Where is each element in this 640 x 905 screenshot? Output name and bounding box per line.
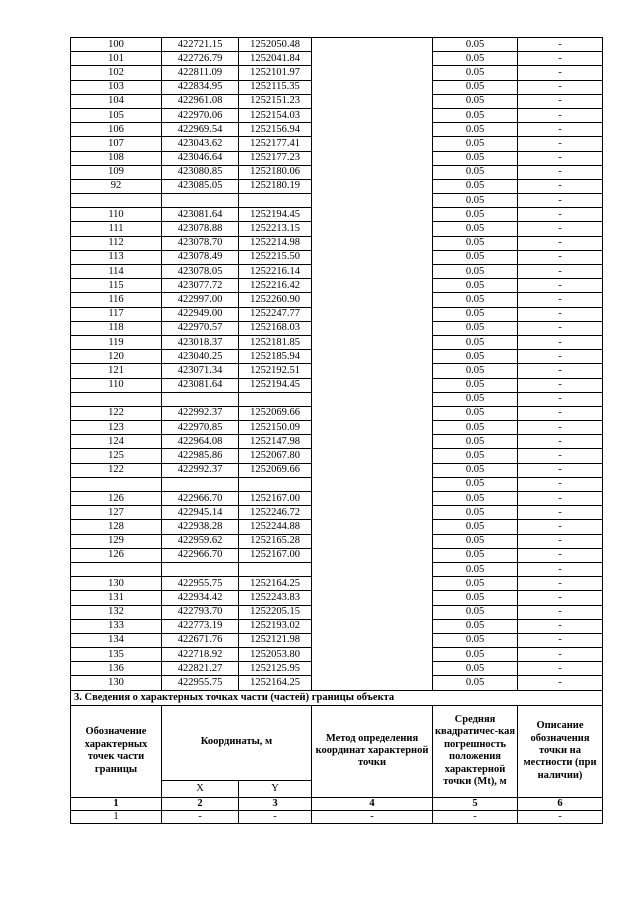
description-cell: -: [518, 52, 603, 66]
description-cell: -: [518, 648, 603, 662]
x-coordinate-cell: 422949.00: [162, 307, 239, 321]
y-coordinate-cell: 1252101.97: [239, 66, 312, 80]
description-cell: -: [518, 38, 603, 52]
description-cell: -: [518, 123, 603, 137]
description-cell: -: [518, 619, 603, 633]
x-coordinate-cell: 423046.64: [162, 151, 239, 165]
point-number-cell: 120: [71, 350, 162, 364]
point-number-cell: 101: [71, 52, 162, 66]
section-3-title: 3. Сведения о характерных точках части (частей) границы объекта: [71, 690, 603, 705]
point-number-cell: 107: [71, 137, 162, 151]
x-coordinate-cell: 423077.72: [162, 279, 239, 293]
accuracy-cell: 0.05: [433, 250, 518, 264]
accuracy-cell: 0.05: [433, 662, 518, 676]
y-coordinate-cell: 1252125.95: [239, 662, 312, 676]
accuracy-cell: 0.05: [433, 477, 518, 491]
x-coordinate-cell: 423071.34: [162, 364, 239, 378]
y-coordinate-cell: 1252215.50: [239, 250, 312, 264]
accuracy-cell: 0.05: [433, 548, 518, 562]
description-cell: -: [518, 279, 603, 293]
x-coordinate-cell: 422945.14: [162, 506, 239, 520]
y-coordinate-cell: 1252177.41: [239, 137, 312, 151]
point-number-cell: 121: [71, 364, 162, 378]
y-coordinate-cell: 1252151.23: [239, 94, 312, 108]
point-number-cell: 106: [71, 123, 162, 137]
x-coordinate-cell: 422718.92: [162, 648, 239, 662]
document-page: [70, 37, 602, 824]
x-coordinate-cell: 423085.05: [162, 179, 239, 193]
accuracy-cell: 0.05: [433, 279, 518, 293]
column-number: 4: [312, 797, 433, 810]
description-cell: -: [518, 137, 603, 151]
point-number-cell: 112: [71, 236, 162, 250]
accuracy-cell: 0.05: [433, 676, 518, 690]
description-cell: -: [518, 492, 603, 506]
description-cell: -: [518, 591, 603, 605]
description-cell: -: [518, 676, 603, 690]
accuracy-cell: 0.05: [433, 463, 518, 477]
point-number-cell: 108: [71, 151, 162, 165]
point-number-cell: 119: [71, 335, 162, 349]
point-number-cell: 130: [71, 577, 162, 591]
accuracy-cell: 0.05: [433, 506, 518, 520]
description-cell: -: [518, 548, 603, 562]
x-header: X: [162, 780, 239, 797]
x-coordinate-cell: 423081.64: [162, 208, 239, 222]
point-number-cell: 110: [71, 378, 162, 392]
description-cell: -: [518, 605, 603, 619]
point-number-cell: 122: [71, 463, 162, 477]
description-cell: -: [518, 435, 603, 449]
description-header: Описание обозначения точки на местности (при наличии): [518, 705, 603, 797]
y-coordinate-cell: 1252244.88: [239, 520, 312, 534]
column-numbers-row: [71, 797, 603, 810]
accuracy-cell: 0.05: [433, 66, 518, 80]
description-cell: -: [518, 151, 603, 165]
x-coordinate-cell: 423078.88: [162, 222, 239, 236]
point-number-cell: 114: [71, 265, 162, 279]
y-coordinate-cell: 1252177.23: [239, 151, 312, 165]
coordinates-table: [70, 37, 603, 824]
description-cell: -: [518, 165, 603, 179]
x-coordinate-cell: 422721.15: [162, 38, 239, 52]
x-coordinate-cell: 423043.62: [162, 137, 239, 151]
y-coordinate-cell: 1252192.51: [239, 364, 312, 378]
description-cell: -: [518, 194, 603, 208]
y-coordinate-cell: 1252216.42: [239, 279, 312, 293]
x-coordinate-cell: 422726.79: [162, 52, 239, 66]
accuracy-cell: 0.05: [433, 605, 518, 619]
x-coordinate-cell: 422966.70: [162, 492, 239, 506]
accuracy-cell: 0.05: [433, 236, 518, 250]
accuracy-cell: 0.05: [433, 392, 518, 406]
y-coordinate-cell: 1252260.90: [239, 293, 312, 307]
column-number: 2: [162, 797, 239, 810]
x-coordinate-cell: 422955.75: [162, 676, 239, 690]
accuracy-cell: 0.05: [433, 577, 518, 591]
accuracy-cell: 0.05: [433, 335, 518, 349]
point-number-cell: 100: [71, 38, 162, 52]
description-cell: -: [518, 364, 603, 378]
y-coordinate-cell: 1252069.66: [239, 463, 312, 477]
accuracy-cell: 0.05: [433, 321, 518, 335]
description-cell: -: [518, 449, 603, 463]
y-header: Y: [239, 780, 312, 797]
accuracy-cell: 0.05: [433, 265, 518, 279]
x-coordinate-cell: 423080.85: [162, 165, 239, 179]
y-coordinate-cell: 1252180.06: [239, 165, 312, 179]
description-cell: -: [518, 94, 603, 108]
point-number-cell: 136: [71, 662, 162, 676]
description-cell: -: [518, 222, 603, 236]
x-coordinate-cell: -: [162, 810, 239, 823]
x-coordinate-cell: 422966.70: [162, 548, 239, 562]
description-cell: -: [518, 335, 603, 349]
accuracy-cell: 0.05: [433, 492, 518, 506]
accuracy-cell: 0.05: [433, 562, 518, 576]
point-number-cell: 116: [71, 293, 162, 307]
point-number-cell: 133: [71, 619, 162, 633]
y-coordinate-cell: 1252053.80: [239, 648, 312, 662]
y-coordinate-cell: 1252243.83: [239, 591, 312, 605]
accuracy-cell: 0.05: [433, 165, 518, 179]
x-coordinate-cell: 422985.86: [162, 449, 239, 463]
x-coordinate-cell: 422834.95: [162, 80, 239, 94]
x-coordinate-cell: 423078.70: [162, 236, 239, 250]
x-coordinate-cell: 422793.70: [162, 605, 239, 619]
point-number-cell: 115: [71, 279, 162, 293]
table-row: [71, 38, 603, 52]
accuracy-cell: 0.05: [433, 123, 518, 137]
x-coordinate-cell: 422959.62: [162, 534, 239, 548]
accuracy-cell: 0.05: [433, 94, 518, 108]
y-coordinate-cell: [239, 562, 312, 576]
accuracy-cell: 0.05: [433, 293, 518, 307]
description-cell: -: [518, 265, 603, 279]
point-number-cell: 111: [71, 222, 162, 236]
y-coordinate-cell: 1252154.03: [239, 108, 312, 122]
y-coordinate-cell: 1252193.02: [239, 619, 312, 633]
description-cell: -: [518, 179, 603, 193]
description-cell: -: [518, 236, 603, 250]
description-cell: -: [518, 392, 603, 406]
table-row: [71, 810, 603, 823]
point-number-cell: 132: [71, 605, 162, 619]
description-cell: -: [518, 810, 603, 823]
description-cell: -: [518, 307, 603, 321]
description-cell: -: [518, 378, 603, 392]
y-coordinate-cell: 1252246.72: [239, 506, 312, 520]
point-number-cell: 125: [71, 449, 162, 463]
description-cell: -: [518, 520, 603, 534]
description-cell: -: [518, 463, 603, 477]
y-coordinate-cell: [239, 392, 312, 406]
accuracy-cell: 0.05: [433, 364, 518, 378]
description-cell: -: [518, 577, 603, 591]
description-cell: -: [518, 321, 603, 335]
x-coordinate-cell: 422970.57: [162, 321, 239, 335]
accuracy-cell: 0.05: [433, 633, 518, 647]
x-coordinate-cell: 423018.37: [162, 335, 239, 349]
x-coordinate-cell: 422955.75: [162, 577, 239, 591]
method-cell: [312, 38, 433, 691]
accuracy-cell: 0.05: [433, 179, 518, 193]
description-cell: -: [518, 506, 603, 520]
description-cell: -: [518, 208, 603, 222]
x-coordinate-cell: 422821.27: [162, 662, 239, 676]
point-number-cell: [71, 477, 162, 491]
accuracy-cell: 0.05: [433, 307, 518, 321]
description-cell: -: [518, 66, 603, 80]
point-number-cell: 131: [71, 591, 162, 605]
point-number-cell: 104: [71, 94, 162, 108]
x-coordinate-cell: [162, 562, 239, 576]
point-number-cell: [71, 194, 162, 208]
point-number-cell: 1: [71, 810, 162, 823]
x-coordinate-cell: [162, 477, 239, 491]
description-cell: -: [518, 421, 603, 435]
description-cell: -: [518, 406, 603, 420]
accuracy-cell: 0.05: [433, 421, 518, 435]
x-coordinate-cell: 422938.28: [162, 520, 239, 534]
x-coordinate-cell: 422992.37: [162, 463, 239, 477]
x-coordinate-cell: 422964.08: [162, 435, 239, 449]
x-coordinate-cell: 423081.64: [162, 378, 239, 392]
point-number-cell: 110: [71, 208, 162, 222]
x-coordinate-cell: 423078.49: [162, 250, 239, 264]
point-number-cell: 134: [71, 633, 162, 647]
y-coordinate-cell: 1252194.45: [239, 378, 312, 392]
x-coordinate-cell: 422992.37: [162, 406, 239, 420]
method-cell: -: [312, 810, 433, 823]
y-coordinate-cell: 1252067.80: [239, 449, 312, 463]
accuracy-cell: 0.05: [433, 208, 518, 222]
point-number-cell: 128: [71, 520, 162, 534]
y-coordinate-cell: 1252041.84: [239, 52, 312, 66]
description-cell: -: [518, 662, 603, 676]
y-coordinate-cell: 1252168.03: [239, 321, 312, 335]
x-coordinate-cell: 422671.76: [162, 633, 239, 647]
accuracy-cell: 0.05: [433, 350, 518, 364]
accuracy-cell: 0.05: [433, 406, 518, 420]
description-cell: -: [518, 250, 603, 264]
y-coordinate-cell: 1252213.15: [239, 222, 312, 236]
x-coordinate-cell: 422961.08: [162, 94, 239, 108]
y-coordinate-cell: 1252121.98: [239, 633, 312, 647]
y-coordinate-cell: 1252147.98: [239, 435, 312, 449]
x-coordinate-cell: 422970.06: [162, 108, 239, 122]
x-coordinate-cell: 422970.85: [162, 421, 239, 435]
accuracy-cell: 0.05: [433, 591, 518, 605]
y-coordinate-cell: 1252180.19: [239, 179, 312, 193]
description-cell: -: [518, 80, 603, 94]
accuracy-header: Средняя квадратичес-кая погрешность положения характерной точки (Mt), м: [433, 705, 518, 797]
description-cell: -: [518, 534, 603, 548]
point-number-cell: 123: [71, 421, 162, 435]
y-coordinate-cell: [239, 194, 312, 208]
method-header: Метод определения координат характерной точки: [312, 705, 433, 797]
coordinates-header: Координаты, м: [162, 705, 312, 780]
x-coordinate-cell: 422934.42: [162, 591, 239, 605]
description-cell: -: [518, 108, 603, 122]
y-coordinate-cell: 1252165.28: [239, 534, 312, 548]
column-number: 3: [239, 797, 312, 810]
x-coordinate-cell: 423040.25: [162, 350, 239, 364]
point-number-cell: 118: [71, 321, 162, 335]
y-coordinate-cell: 1252156.94: [239, 123, 312, 137]
accuracy-cell: 0.05: [433, 378, 518, 392]
x-coordinate-cell: 422773.19: [162, 619, 239, 633]
point-number-cell: 105: [71, 108, 162, 122]
accuracy-cell: 0.05: [433, 108, 518, 122]
point-number-cell: [71, 392, 162, 406]
column-number: 5: [433, 797, 518, 810]
x-coordinate-cell: 422997.00: [162, 293, 239, 307]
y-coordinate-cell: 1252167.00: [239, 548, 312, 562]
description-cell: -: [518, 633, 603, 647]
accuracy-cell: 0.05: [433, 648, 518, 662]
y-coordinate-cell: -: [239, 810, 312, 823]
point-number-cell: 124: [71, 435, 162, 449]
accuracy-cell: 0.05: [433, 137, 518, 151]
accuracy-cell: 0.05: [433, 520, 518, 534]
column-number: 1: [71, 797, 162, 810]
point-number-cell: 130: [71, 676, 162, 690]
description-cell: -: [518, 350, 603, 364]
y-coordinate-cell: 1252150.09: [239, 421, 312, 435]
x-coordinate-cell: 422969.54: [162, 123, 239, 137]
y-coordinate-cell: 1252181.85: [239, 335, 312, 349]
accuracy-cell: 0.05: [433, 619, 518, 633]
accuracy-cell: 0.05: [433, 435, 518, 449]
point-number-cell: 117: [71, 307, 162, 321]
x-coordinate-cell: [162, 392, 239, 406]
accuracy-cell: 0.05: [433, 52, 518, 66]
accuracy-cell: -: [433, 810, 518, 823]
point-number-cell: 129: [71, 534, 162, 548]
y-coordinate-cell: 1252164.25: [239, 676, 312, 690]
y-coordinate-cell: 1252164.25: [239, 577, 312, 591]
point-number-cell: 126: [71, 492, 162, 506]
y-coordinate-cell: 1252069.66: [239, 406, 312, 420]
x-coordinate-cell: 422811.09: [162, 66, 239, 80]
column-number: 6: [518, 797, 603, 810]
accuracy-cell: 0.05: [433, 194, 518, 208]
x-coordinate-cell: 423078.05: [162, 265, 239, 279]
description-cell: -: [518, 477, 603, 491]
point-number-cell: 122: [71, 406, 162, 420]
point-number-cell: 92: [71, 179, 162, 193]
point-designation-header: Обозначение характерных точек части границы: [71, 705, 162, 797]
accuracy-cell: 0.05: [433, 222, 518, 236]
point-number-cell: 102: [71, 66, 162, 80]
point-number-cell: 113: [71, 250, 162, 264]
y-coordinate-cell: [239, 477, 312, 491]
accuracy-cell: 0.05: [433, 449, 518, 463]
y-coordinate-cell: 1252115.35: [239, 80, 312, 94]
y-coordinate-cell: 1252216.14: [239, 265, 312, 279]
y-coordinate-cell: 1252194.45: [239, 208, 312, 222]
x-coordinate-cell: [162, 194, 239, 208]
y-coordinate-cell: 1252205.15: [239, 605, 312, 619]
accuracy-cell: 0.05: [433, 534, 518, 548]
y-coordinate-cell: 1252247.77: [239, 307, 312, 321]
y-coordinate-cell: 1252214.98: [239, 236, 312, 250]
point-number-cell: 109: [71, 165, 162, 179]
point-number-cell: [71, 562, 162, 576]
description-cell: -: [518, 562, 603, 576]
point-number-cell: 103: [71, 80, 162, 94]
y-coordinate-cell: 1252185.94: [239, 350, 312, 364]
y-coordinate-cell: 1252167.00: [239, 492, 312, 506]
accuracy-cell: 0.05: [433, 80, 518, 94]
point-number-cell: 127: [71, 506, 162, 520]
accuracy-cell: 0.05: [433, 151, 518, 165]
accuracy-cell: 0.05: [433, 38, 518, 52]
point-number-cell: 126: [71, 548, 162, 562]
description-cell: -: [518, 293, 603, 307]
y-coordinate-cell: 1252050.48: [239, 38, 312, 52]
point-number-cell: 135: [71, 648, 162, 662]
